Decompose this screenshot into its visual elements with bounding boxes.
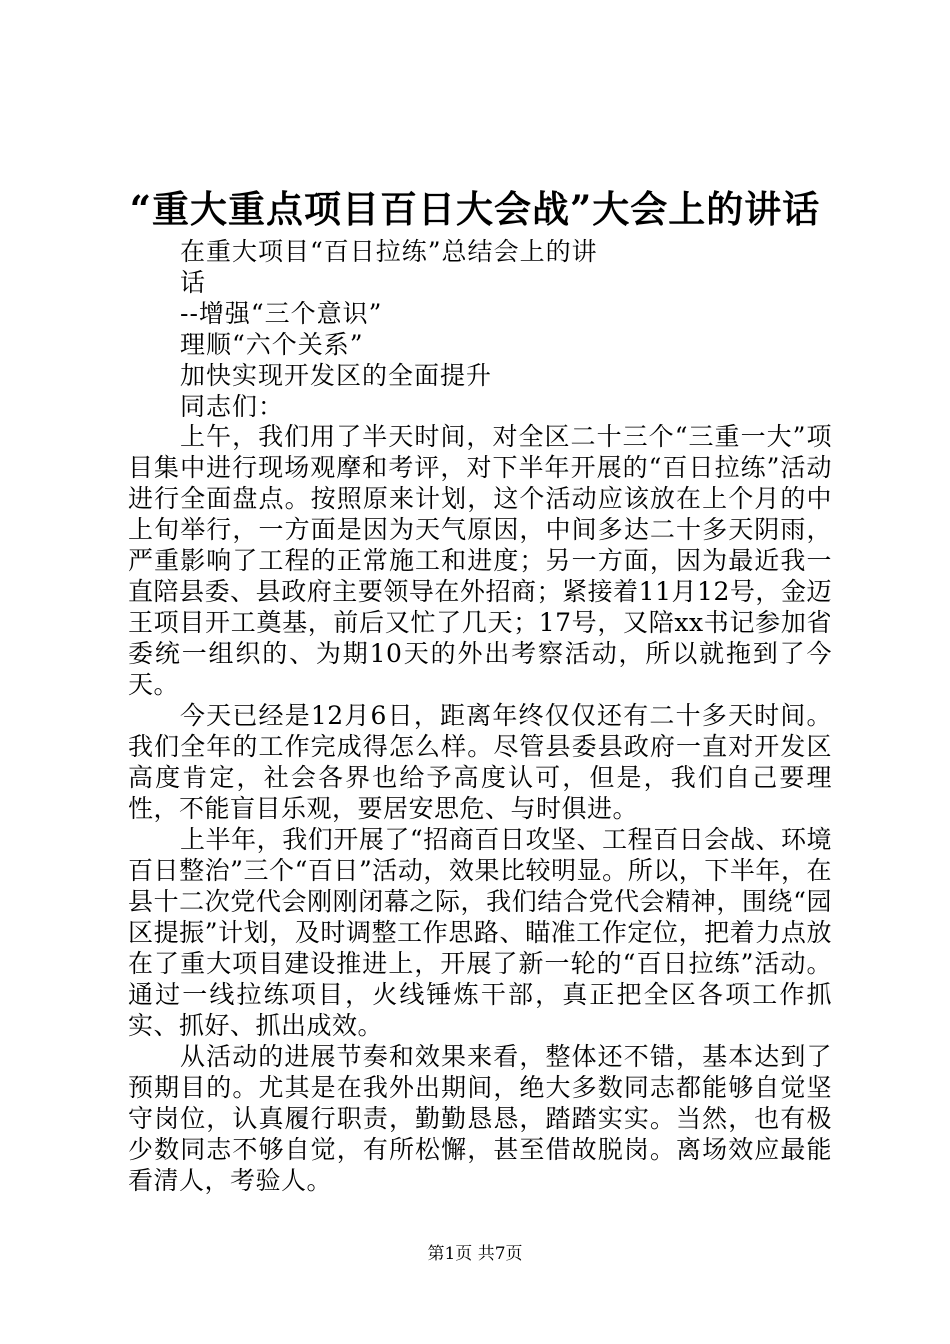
salutation: 同志们：: [180, 392, 285, 421]
page-title: “重大重点项目百日大会战”大会上的讲话: [129, 187, 821, 231]
subtitle-line: 理顺“六个关系”: [180, 330, 364, 359]
paragraph: 上半年，我们开展了“招商百日攻坚、工程百日会战、环境百日整治”三个“百日”活动，效果比较明显。所以，下半年，在县十二次党代会刚刚闭幕之际，我们结合党代会精神，围绕“园区提振”计划，及时调整工作思路、瞄准工作定位，把着力点放在了重大项目建设推进上，开展了新一轮的“百日拉练”活动。通过一线拉练项目，火线锤炼干部，真正把全区各项工作抓实、抓好、抓出成效。: [128, 825, 832, 1040]
paragraph: 今天已经是12月6日，距离年终仅仅还有二十多天时间。我们全年的工作完成得怎么样。尽管县委县政府一直对开发区高度肯定，社会各界也给予高度认可，但是，我们自己要理性，不能盲目乐观，要居安思危、与时俱进。: [128, 701, 832, 823]
subtitle-line: --增强“三个意识”: [180, 299, 383, 328]
subtitle-block: [180, 236, 630, 422]
subtitle-line: 话: [180, 268, 207, 297]
paragraph: 从活动的进展节奏和效果来看，整体还不错，基本达到了预期目的。尤其是在我外出期间，绝大多数同志都能够自觉坚守岗位，认真履行职责，勤勤恳恳，踏踏实实。当然，也有极少数同志不够自觉，有所松懈，甚至借故脱岗。离场效应最能看清人，考验人。: [128, 1042, 832, 1195]
body-text: [128, 421, 832, 1196]
subtitle-line: 在重大项目“百日拉练”总结会上的讲: [180, 237, 598, 266]
paragraph: 上午，我们用了半天时间，对全区二十三个“三重一大”项目集中进行现场观摩和考评，对下半年开展的“百日拉练”活动进行全面盘点。按照原来计划，这个活动应该放在上个月的中上旬举行，一方面是因为天气原因，中间多达二十多天阴雨，严重影响了工程的正常施工和进度；另一方面，因为最近我一直陪县委、县政府主要领导在外招商；紧接着11月12号，金迈王项目开工奠基，前后又忙了几天；17号，又陪xx书记参加省委统一组织的、为期10天的外出考察活动，所以就拖到了今天。: [128, 422, 832, 699]
subtitle-line: 加快实现开发区的全面提升: [180, 361, 493, 390]
page-number: 第1页 共7页: [427, 1244, 523, 1264]
